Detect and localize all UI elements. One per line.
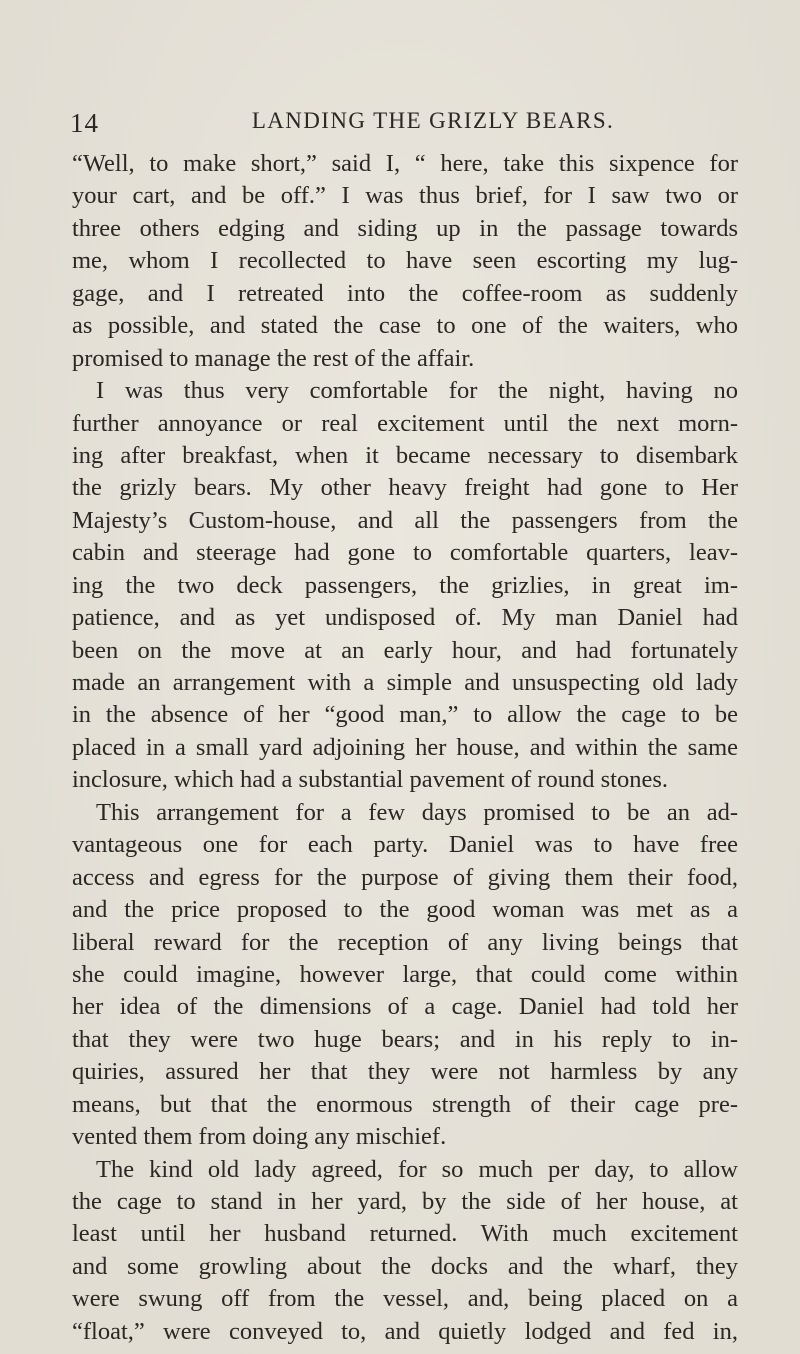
- text-line: ing after breakfast, when it became necessary to disembark: [72, 441, 738, 469]
- paragraph: [72, 797, 738, 1154]
- paragraph: [72, 148, 738, 375]
- text-line: the cage to stand in her yard, by the side of her house, at: [72, 1188, 738, 1215]
- text-line: least until her husband returned. With much excitement: [72, 1220, 738, 1248]
- text-line: in the absence of her “good man,” to allow the cage to be: [72, 701, 738, 729]
- text-line: quiries, assured her that they were not harmless by any: [72, 1058, 738, 1086]
- text-line: and the price proposed to the good woman was met as a: [72, 896, 738, 924]
- text-line: her idea of the dimensions of a cage. Daniel had told her: [72, 993, 738, 1021]
- text-line: patience, and as yet undisposed of. My man Daniel had: [72, 604, 738, 632]
- text-line: were swung off from the vessel, and, being placed on a: [72, 1285, 738, 1313]
- text-line: inclosure, which had a substantial pavement of round stones.: [72, 766, 669, 794]
- text-line: This arrangement for a few days promised to be an ad-: [96, 798, 738, 826]
- running-title: LANDING THE GRIZLY BEARS.: [251, 108, 615, 133]
- text-line: been on the move at an early hour, and had fortunately: [72, 636, 738, 664]
- running-head: [70, 108, 770, 144]
- text-line: the grizly bears. My other heavy freight had gone to Her: [72, 474, 738, 502]
- text-line: vented them from doing any mischief.: [72, 1123, 447, 1151]
- text-line: made an arrangement with a simple and unsuspecting old lady: [72, 669, 738, 696]
- text-line: liberal reward for the reception of any living beings that: [72, 928, 738, 956]
- text-line: your cart, and be off.” I was thus brief, for I saw two or: [72, 182, 738, 210]
- text-line: vantageous one for each party. Daniel was to have free: [72, 831, 738, 859]
- text-line: “float,” were conveyed to, and quietly lodged and fed in,: [72, 1317, 738, 1345]
- paragraph: [72, 1154, 738, 1349]
- text-line: cabin and steerage had gone to comfortable quarters, leav-: [72, 539, 738, 567]
- text-line: as possible, and stated the case to one of the waiters, who: [72, 312, 738, 340]
- text-line: access and egress for the purpose of giving them their food,: [72, 863, 738, 891]
- paragraph: [72, 375, 738, 797]
- text-line: promised to manage the rest of the affair.: [72, 344, 475, 372]
- text-line: means, but that the enormous strength of their cage pre-: [72, 1090, 738, 1118]
- text-line: and some growling about the docks and the wharf, they: [72, 1252, 738, 1280]
- text-line: she could imagine, however large, that could come within: [72, 960, 738, 988]
- text-line: me, whom I recollected to have seen escorting my lug-: [72, 247, 738, 275]
- text-line: ing the two deck passengers, the grizlies, in great im-: [72, 571, 738, 599]
- text-line: Majesty’s Custom-house, and all the passengers from the: [72, 506, 738, 534]
- text-line: gage, and I retreated into the coffee-room as suddenly: [72, 279, 738, 307]
- text-line: further annoyance or real excitement until the next morn-: [72, 409, 738, 437]
- body-text: [72, 148, 738, 1348]
- text-line: placed in a small yard adjoining her house, and within the same: [72, 733, 738, 761]
- text-line: I was thus very comfortable for the night, having no: [96, 377, 738, 405]
- text-line: The kind old lady agreed, for so much per day, to allow: [96, 1155, 738, 1183]
- page-number: 14: [70, 108, 99, 138]
- text-line: that they were two huge bears; and in his reply to in-: [72, 1025, 738, 1053]
- text-line: “Well, to make short,” said I, “ here, take this sixpence for: [72, 150, 738, 177]
- text-line: three others edging and siding up in the passage towards: [72, 214, 738, 242]
